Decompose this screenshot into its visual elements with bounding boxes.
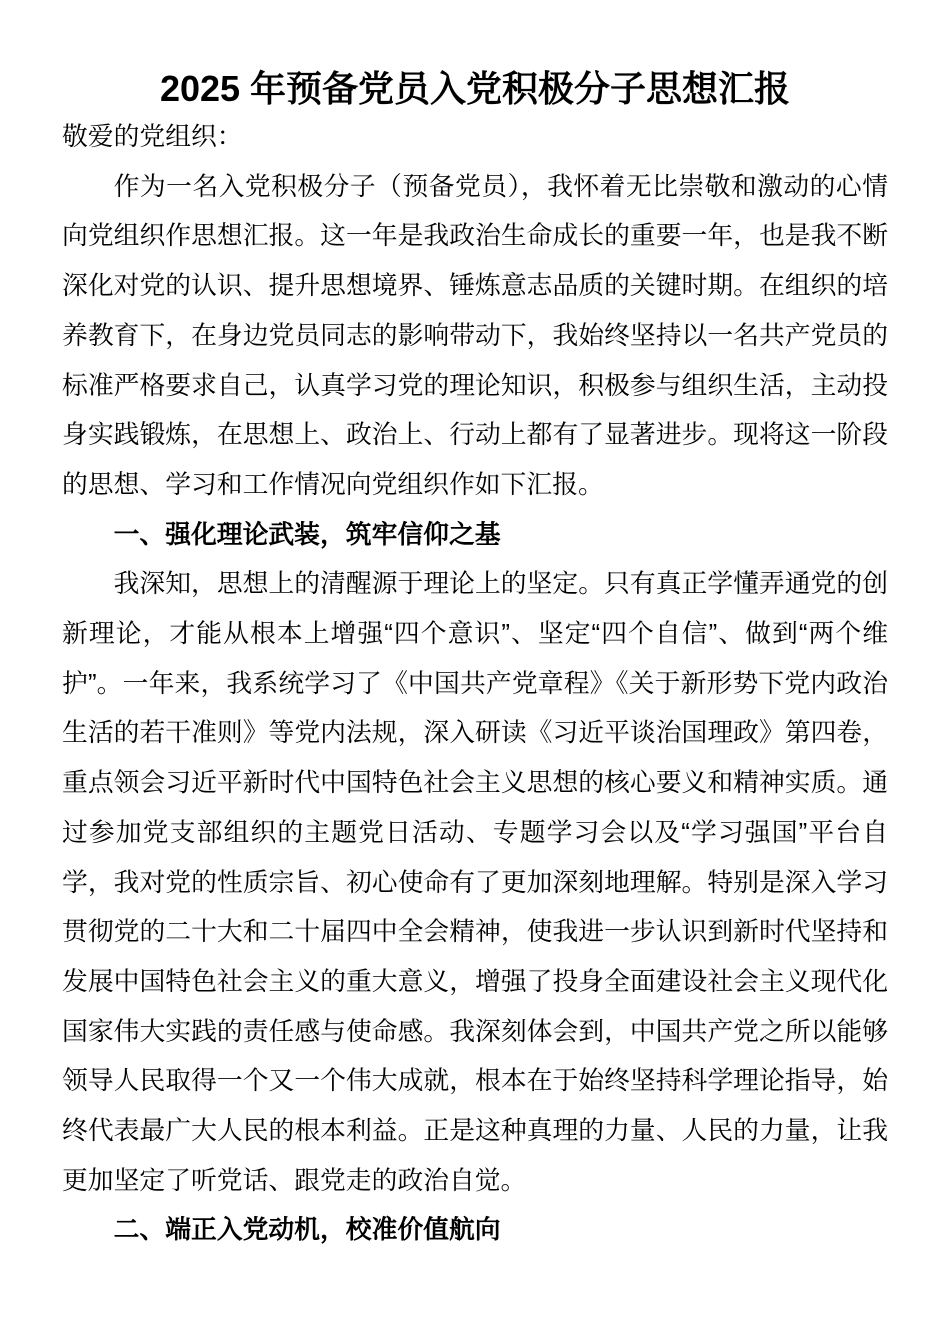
document-title: 2025 年预备党员入党积极分子思想汇报 [159,68,791,109]
salutation-line: 敬爱的党组织： [62,123,243,151]
section-heading-2: 二、端正入党动机，校准价值航向 [113,1216,501,1245]
paragraph-intro: 作为一名入党积极分子（预备党员），我怀着无比崇敬和激动的心情向党组织作思想汇报。这一年是我政治生命成长的重要一年，也是我不断深化对党的认识、提升思想境界、锤炼意志品质的关键时期。在组织的培养教育下，在身边党员同志的影响带动下，我始终坚持以一名共产党员的标准严格要求自己，认真学习党的理论知识，积极参与组织生活，主动投身实践锻炼，在思想上、政治上、行动上都有了显著进步。现将这一阶段的思想、学习和工作情况向党组织作如下汇报。 [62,172,888,499]
document-body [62,113,888,1256]
paragraph-theory-study: 我深知，思想上的清醒源于理论上的坚定。只有真正学懂弄通党的创新理论，才能从根本上增强“四个意识”、坚定“四个自信”、做到“两个维护”。一年来，我系统学习了《中国共产党章程》《关于新形势下党内政治生活的若干准则》等党内法规，深入研读《习近平谈治国理政》第四卷，重点领会习近平新时代中国特色社会主义思想的核心要义和精神实质。通过参加党支部组织的主题党日活动、专题学习会以及“学习强国”平台自学，我对党的性质宗旨、初心使命有了更加深刻地理解。特别是深入学习贯彻党的二十大和二十届四中全会精神，使我进一步认识到新时代坚持和发展中国特色社会主义的重大意义，增强了投身全面建设社会主义现代化国家伟大实践的责任感与使命感。我深刻体会到，中国共产党之所以能够领导人民取得一个又一个伟大成就，根本在于始终坚持科学理论指导，始终代表最广大人民的根本利益。正是这种真理的力量、人民的力量，让我更加坚定了听党话、跟党走的政治自觉。 [62,570,888,1195]
section-heading-1: 一、强化理论武装，筑牢信仰之基 [113,520,501,549]
